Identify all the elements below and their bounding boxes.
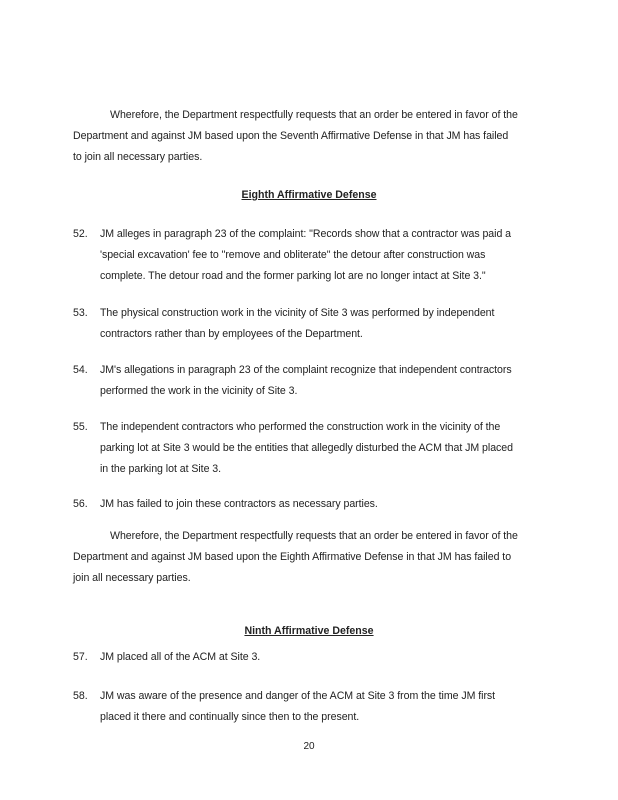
item-53-line-2: contractors rather than by employees of the Department. bbox=[100, 328, 363, 340]
item-57-line-1: JM placed all of the ACM at Site 3. bbox=[100, 651, 261, 663]
item-55-line-1: The independent contractors who performed the construction work in the vicinity of the bbox=[100, 421, 501, 433]
item-58-number: 58. bbox=[73, 690, 88, 702]
item-52-line-3: complete. The detour road and the former parking lot are no longer intact at Site 3." bbox=[100, 270, 486, 282]
eighth-wherefore-line-3: join all necessary parties. bbox=[73, 572, 191, 584]
item-53-line-1: The physical construction work in the vicinity of Site 3 was performed by independent bbox=[100, 307, 495, 319]
intro-line-1-text: Wherefore, the Department respectfully requests that an order be entered in favor of the bbox=[110, 109, 518, 121]
item-52-line-2: 'special excavation' fee to "remove and obliterate" the detour after construction was bbox=[100, 249, 486, 261]
item-58-line-2: placed it there and continually since then to the present. bbox=[100, 711, 360, 723]
item-53-number: 53. bbox=[73, 307, 88, 319]
item-55-number: 55. bbox=[73, 421, 88, 433]
item-58-line-1: JM was aware of the presence and danger of the ACM at Site 3 from the time JM first bbox=[100, 690, 496, 702]
eighth-wherefore-line-1: Wherefore, the Department respectfully requests that an order be entered in favor of the bbox=[110, 530, 518, 542]
item-57-number: 57. bbox=[73, 651, 88, 663]
ninth-defense-heading: Ninth Affirmative Defense bbox=[244, 625, 374, 637]
eighth-defense-heading: Eighth Affirmative Defense bbox=[241, 189, 377, 201]
item-54-number: 54. bbox=[73, 364, 88, 376]
intro-line-2: Department and against JM based upon the Seventh Affirmative Defense in that JM has failed bbox=[73, 130, 509, 142]
page-number: 20 bbox=[303, 741, 315, 752]
item-55-line-3: in the parking lot at Site 3. bbox=[100, 463, 222, 475]
item-52-line-1: JM alleges in paragraph 23 of the complaint: "Records show that a contractor was paid a bbox=[100, 228, 512, 240]
item-56-number: 56. bbox=[73, 498, 88, 510]
eighth-wherefore-line-2: Department and against JM based upon the Eighth Affirmative Defense in that JM has failed to bbox=[73, 551, 512, 563]
item-52-number: 52. bbox=[73, 228, 88, 240]
item-54-line-1: JM's allegations in paragraph 23 of the complaint recognize that independent contractors bbox=[100, 364, 512, 376]
item-56-line-1: JM has failed to join these contractors as necessary parties. bbox=[100, 498, 378, 510]
item-55-line-2: parking lot at Site 3 would be the entities that allegedly disturbed the ACM that JM placed bbox=[100, 442, 513, 454]
intro-line-1 bbox=[73, 105, 543, 126]
item-54-line-2: performed the work in the vicinity of Site 3. bbox=[100, 385, 298, 397]
intro-line-3: to join all necessary parties. bbox=[73, 151, 203, 163]
